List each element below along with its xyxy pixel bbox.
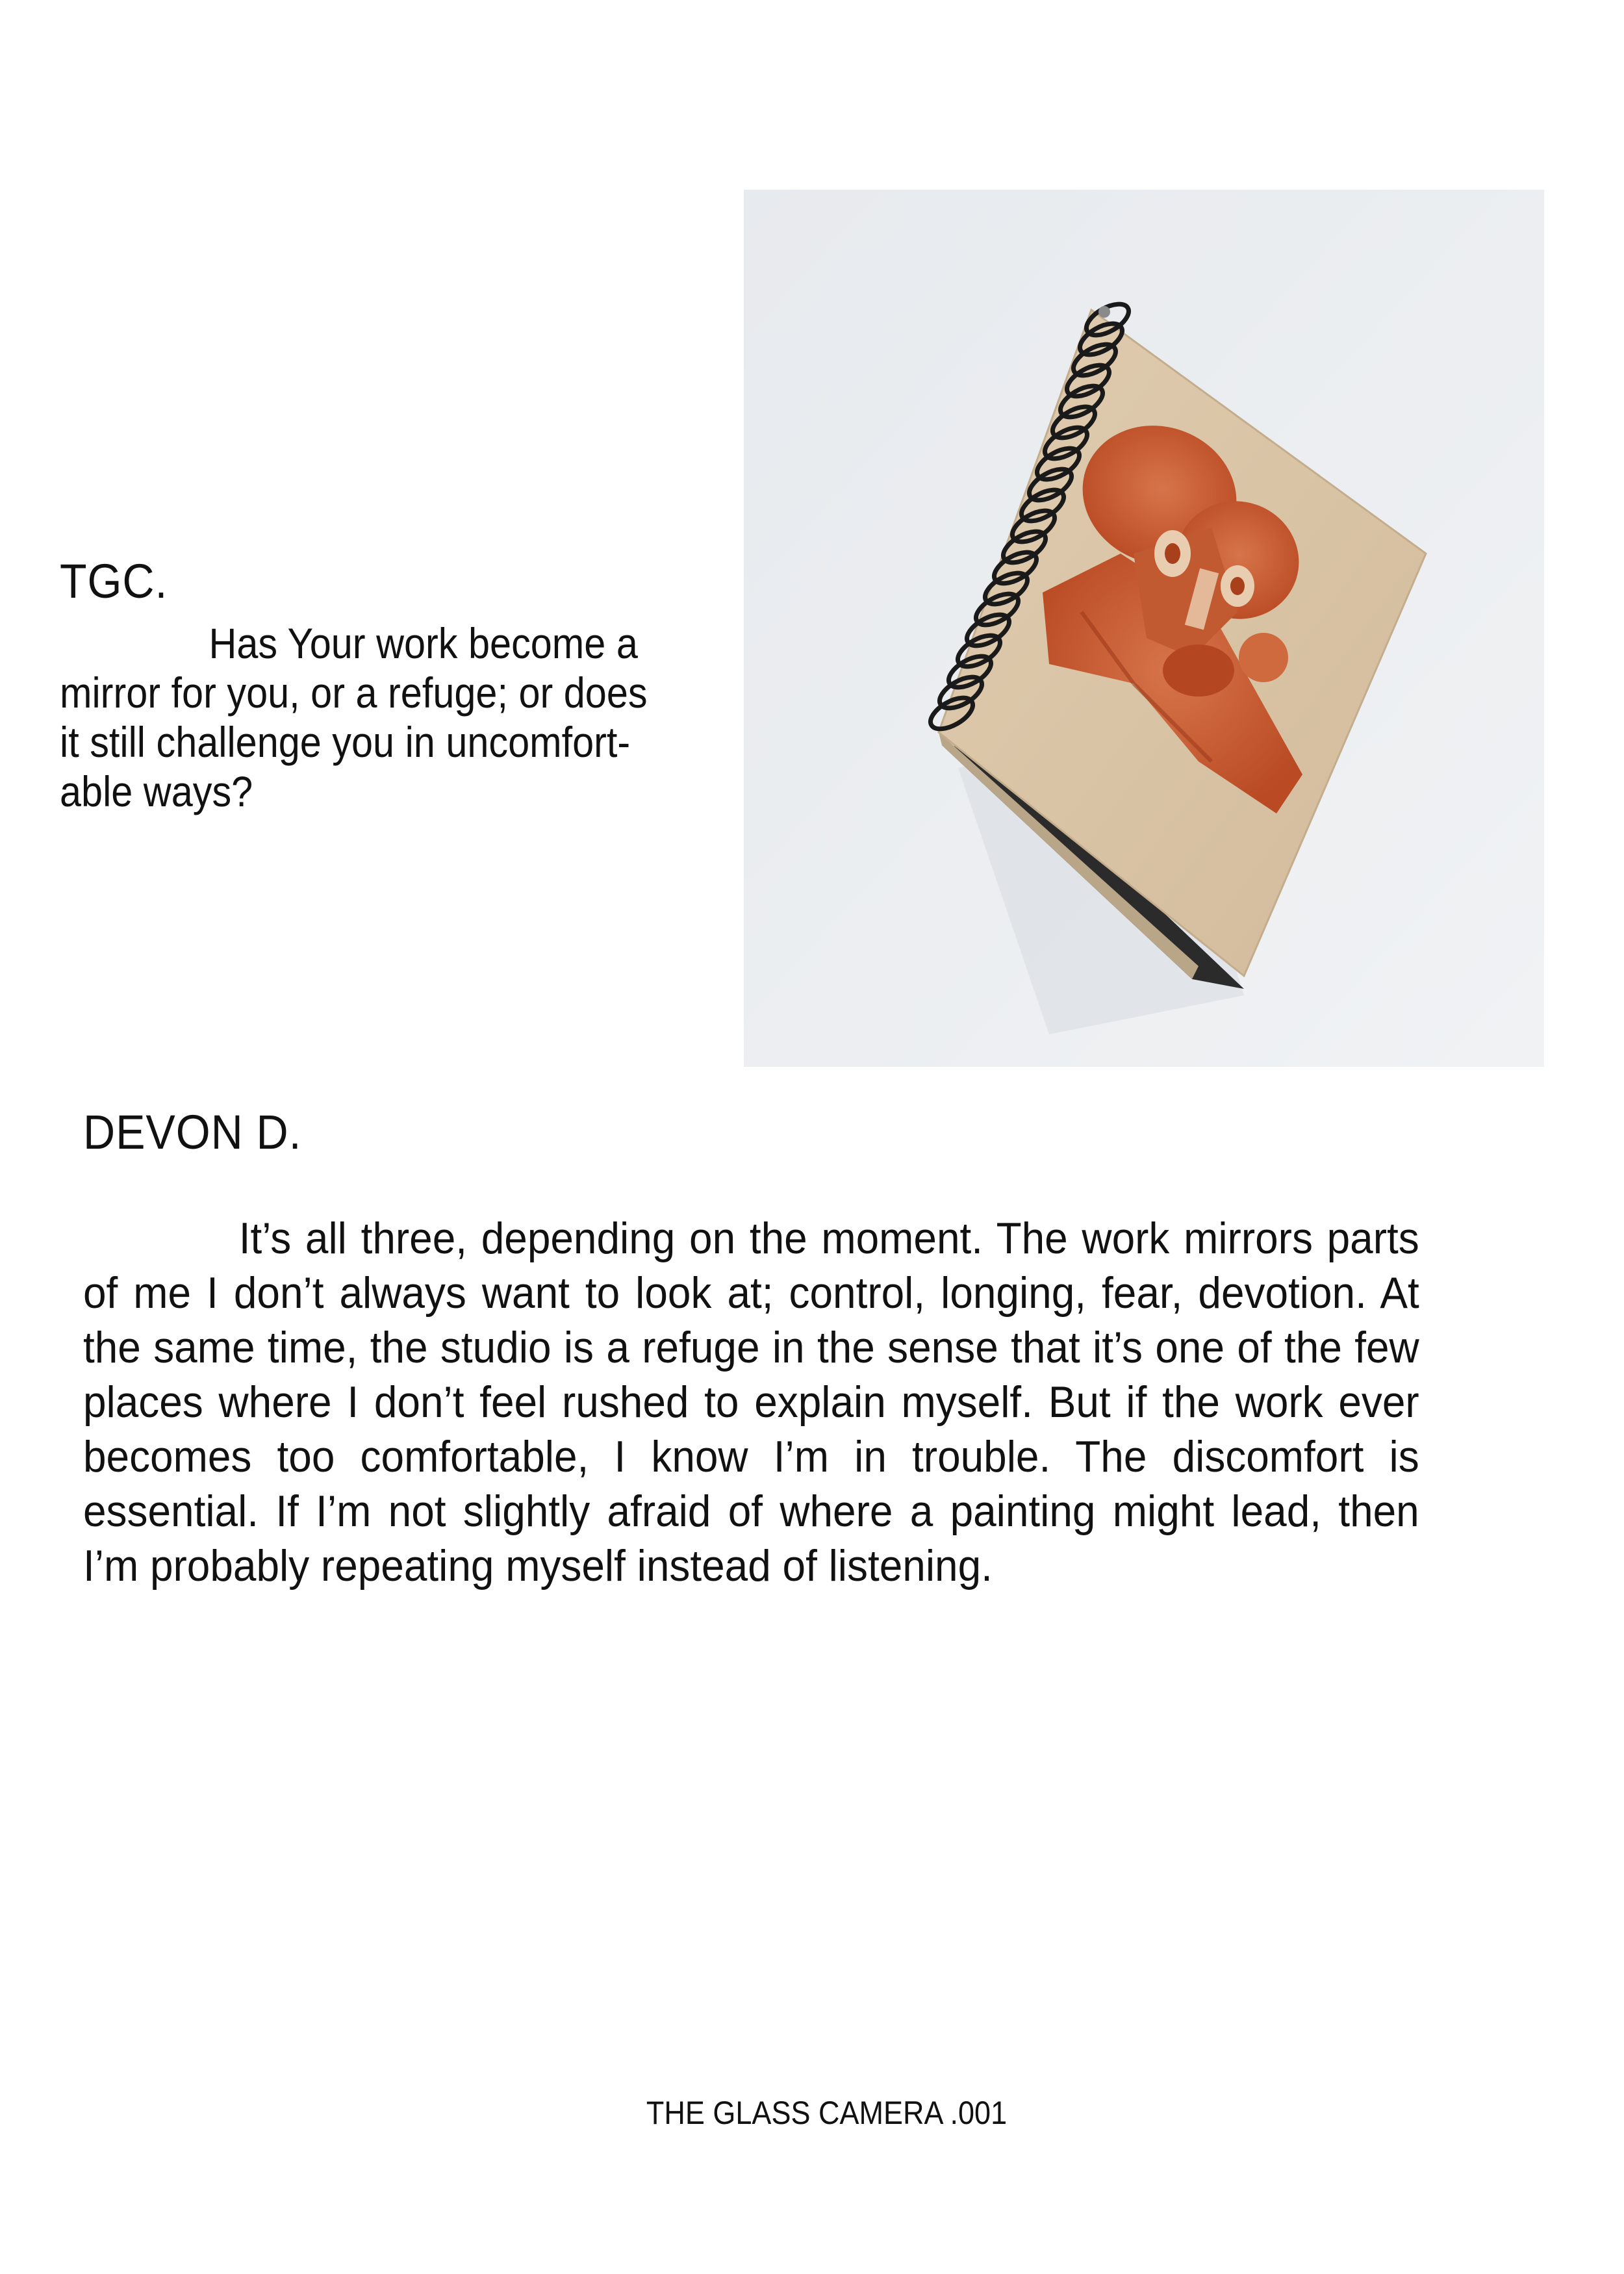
- answer-speaker: DEVON D.: [83, 1105, 302, 1159]
- sketchbook-photo: [744, 190, 1544, 1067]
- wall-nail: [1098, 306, 1110, 318]
- question-speaker: TGC.: [60, 554, 168, 608]
- footer-title: THE GLASS CAMERA .001: [646, 2095, 1008, 2131]
- sketchbook-illustration: [744, 190, 1544, 1067]
- question-text: Has Your work become a mirror for you, or a refuge; or does it still challenge you in uncomfort-able ways?: [60, 619, 648, 815]
- answer-text: It’s all three, depending on the moment. The work mirrors parts of me I don’t always want to look at; control, longing, fear, devotion. At the same time, the studio is a refuge in the sense that it’s one of the few places where I don’t feel rushed to explain myself. But if the work ever becomes too comfortable, I know I’m in trouble. The discomfort is essential. If I’m not slightly afraid of where a painting might lead, then I’m probably repeating myself instead of listening.: [83, 1214, 1419, 1591]
